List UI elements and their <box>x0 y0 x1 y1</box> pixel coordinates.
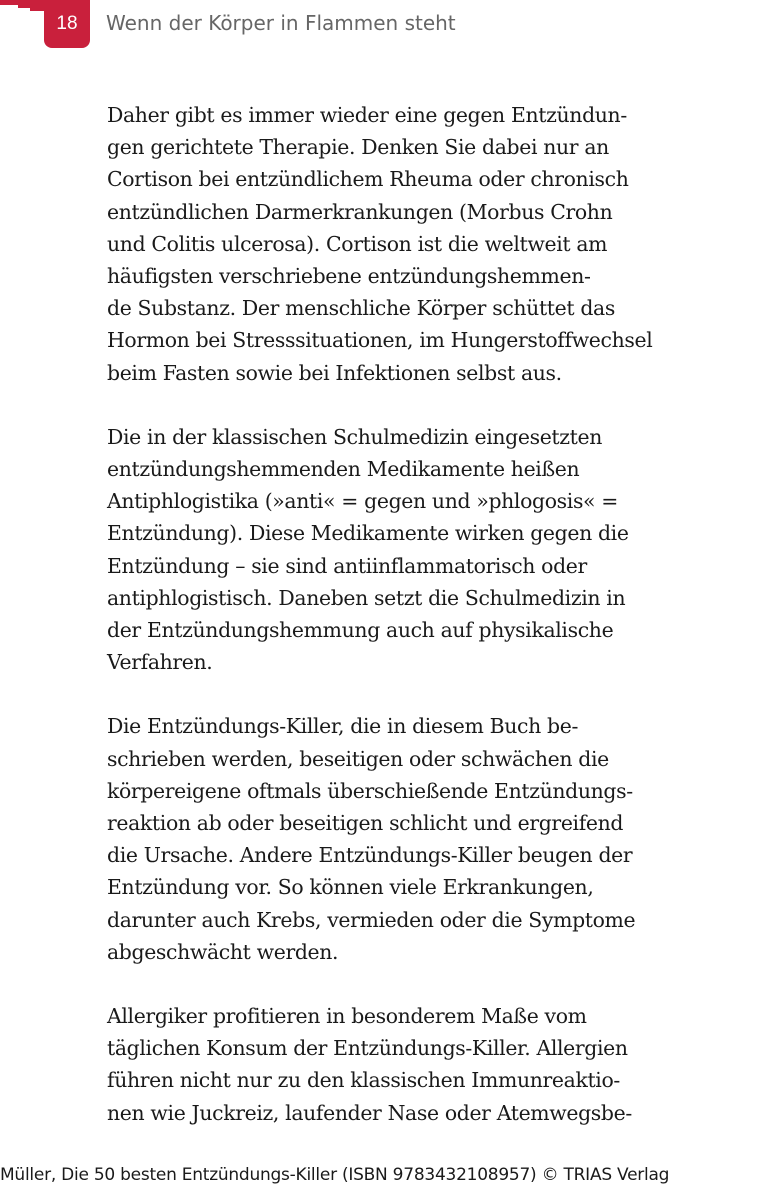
paragraph <box>107 99 707 389</box>
text-line: Hormon bei Stresssituationen, im Hungerstoffwechsel <box>107 328 653 353</box>
text-line: darunter auch Krebs, vermieden oder die Symptome <box>107 907 636 932</box>
text-line: führen nicht nur zu den klassischen Immunreaktio- <box>107 1068 620 1093</box>
text-line: antiphlogistisch. Daneben setzt die Schulmedizin in <box>107 585 626 610</box>
text-line: Verfahren. <box>107 650 213 675</box>
text-line: de Substanz. Der menschliche Körper schüttet das <box>107 296 615 321</box>
text-line: Cortison bei entzündlichem Rheuma oder chronisch <box>107 167 629 192</box>
text-line: Entzündung vor. So können viele Erkrankungen, <box>107 875 594 900</box>
text-line: Entzündung – sie sind antiinflammatorisch oder <box>107 553 587 578</box>
text-line: Die Entzündungs-Killer, die in diesem Buch be- <box>107 714 579 739</box>
text-line: die Ursache. Andere Entzündungs-Killer beugen der <box>107 843 633 868</box>
text-line: Allergiker profitieren in besonderem Maße vom <box>107 1004 587 1029</box>
page-header <box>0 0 766 48</box>
page-number-badge: 18 <box>44 0 90 48</box>
text-line: entzündungshemmenden Medikamente heißen <box>107 457 580 482</box>
body-text <box>107 99 707 1161</box>
text-line: entzündlichen Darmerkrankungen (Morbus Crohn <box>107 199 613 224</box>
paragraph <box>107 710 707 968</box>
text-line: abgeschwächt werden. <box>107 939 339 964</box>
paragraph <box>107 1000 707 1129</box>
paragraph <box>107 421 707 679</box>
text-line: und Colitis ulcerosa). Cortison ist die weltweit am <box>107 231 608 256</box>
text-line: nen wie Juckreiz, laufender Nase oder Atemwegsbe- <box>107 1100 632 1125</box>
text-line: Entzündung). Diese Medikamente wirken gegen die <box>107 521 629 546</box>
text-line: täglichen Konsum der Entzündungs-Killer. Allergien <box>107 1036 628 1061</box>
text-line: reaktion ab oder beseitigen schlicht und ergreifend <box>107 811 624 836</box>
text-line: der Entzündungshemmung auch auf physikalische <box>107 618 614 643</box>
text-line: körpereigene oftmals überschießende Entzündungs- <box>107 778 633 803</box>
text-line: Daher gibt es immer wieder eine gegen Entzündun- <box>107 103 627 127</box>
text-line: Die in der klassischen Schulmedizin eingesetzten <box>107 424 603 449</box>
running-title: Wenn der Körper in Flammen steht <box>106 11 456 35</box>
text-line: beim Fasten sowie bei Infektionen selbst aus. <box>107 360 562 385</box>
bookmark-ribbon-icon <box>0 0 44 14</box>
text-line: gen gerichtete Therapie. Denken Sie dabei nur an <box>107 135 609 160</box>
text-line: häufigsten verschriebene entzündungshemmen- <box>107 264 591 289</box>
text-line: Antiphlogistika (»anti« = gegen und »phlogosis« = <box>107 489 619 514</box>
text-line: schrieben werden, beseitigen oder schwächen die <box>107 746 609 771</box>
citation-footer: Müller, Die 50 besten Entzündungs-Killer (ISBN 9783432108957) © TRIAS Verlag <box>0 1165 670 1185</box>
